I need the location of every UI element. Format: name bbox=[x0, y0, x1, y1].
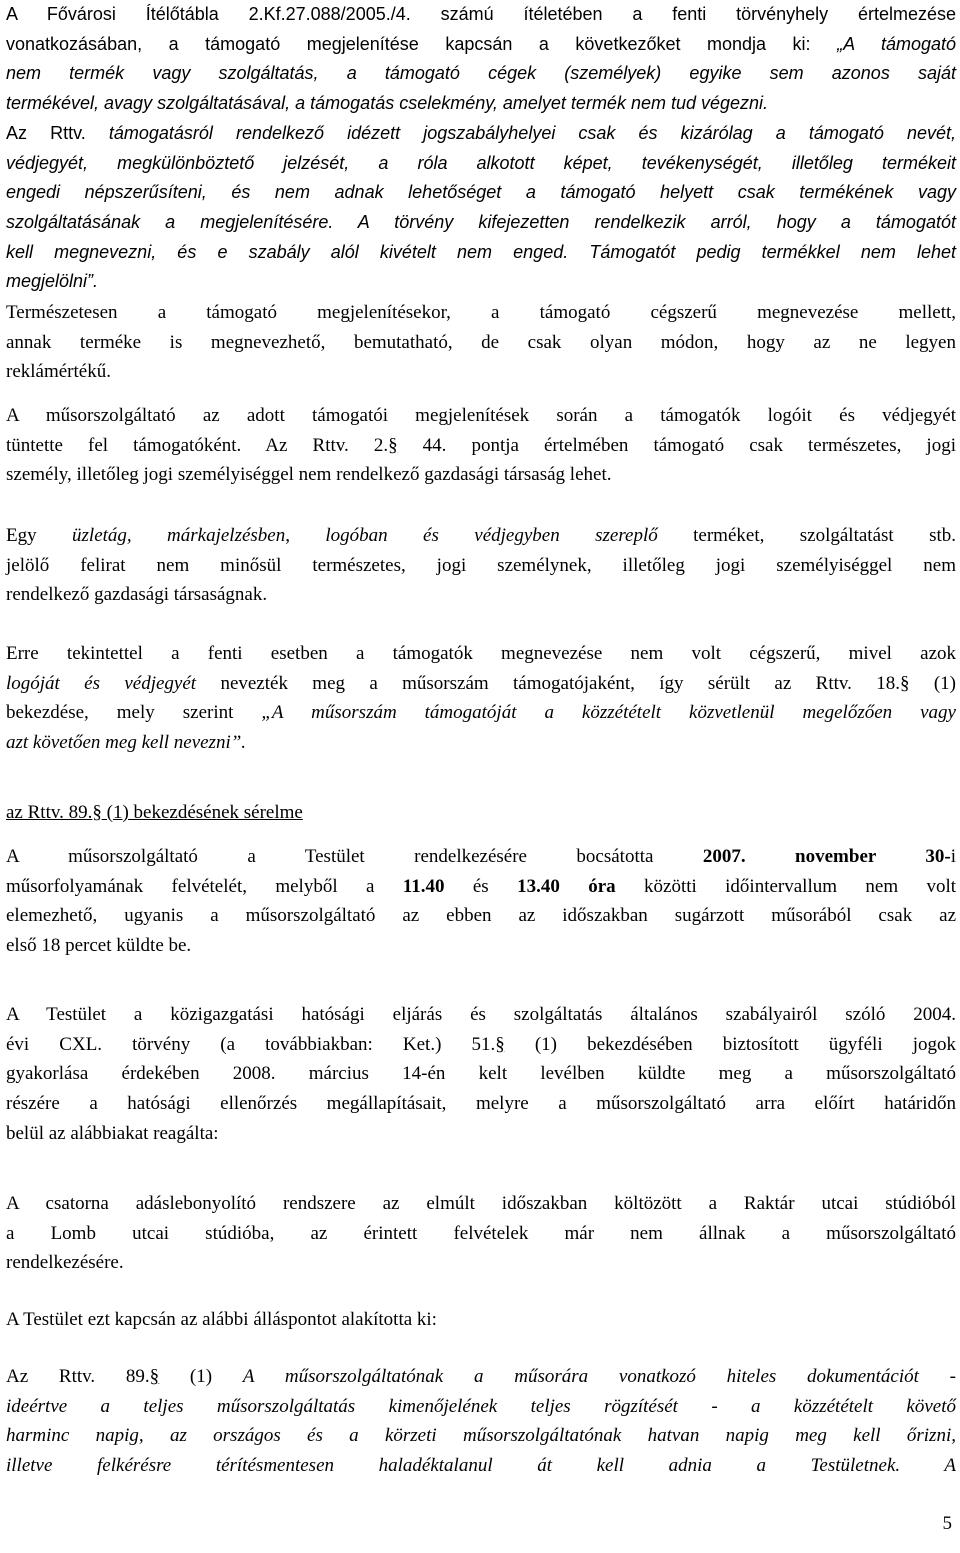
section-sign: § bbox=[92, 802, 102, 823]
text-line: A műsorszolgáltató az adott támogatói megjelenítések során a támogatók logóit és védjegyét bbox=[6, 405, 956, 426]
text-span: számú ítéletében a fenti törvényhely értelmezése bbox=[410, 4, 956, 24]
text-line: ideértve a teljes műsorszolgáltatás kimenőjelének teljes rögzítését - a közzétételt követő bbox=[6, 1395, 956, 1417]
text-line bbox=[6, 238, 956, 268]
text-span: A törvény kifejezetten rendelkezik arról, hogy a támogatót bbox=[333, 211, 956, 232]
section-sign: § bbox=[495, 1033, 505, 1055]
section-heading bbox=[6, 798, 303, 828]
body-paragraph bbox=[6, 1189, 956, 1278]
text-line bbox=[6, 208, 956, 238]
text-span: az Rttv. 89. bbox=[6, 802, 93, 823]
body-paragraph bbox=[6, 842, 956, 961]
text-line: Erre tekintettel a fenti esetben a támogatók megnevezése nem volt cégszerű, mivel azok bbox=[6, 643, 956, 664]
bold-time: 13.40 óra bbox=[517, 875, 616, 897]
page-number: 5 bbox=[942, 1513, 952, 1534]
text-span: (1) bbox=[159, 1366, 243, 1387]
court-reference: A Fővárosi Ítélőtábla 2.Kf.27.088/2005./4. bbox=[6, 4, 411, 24]
text-line: reklámértékű. bbox=[6, 361, 111, 383]
text-line: belül az alábbiakat reagálta: bbox=[6, 1122, 219, 1144]
text-line bbox=[6, 842, 956, 872]
text-span: Egy bbox=[6, 525, 73, 546]
body-paragraph bbox=[6, 401, 956, 490]
text-span: és bbox=[444, 875, 518, 897]
text-span: Az Rttv. 89. bbox=[6, 1366, 150, 1387]
quote-paragraph bbox=[6, 0, 956, 297]
text-span: támogatásról rendelkező idézett jogszabályhelyei csak és kizárólag a támogató nevét, bbox=[85, 122, 956, 143]
text-line bbox=[6, 669, 956, 699]
text-line: részére a hatósági ellenőrzés megállapításait, melyre a műsorszolgáltató arra előírt határidőn bbox=[6, 1093, 956, 1115]
text-span: szolgáltatásának a megjelenítésére. bbox=[6, 211, 334, 232]
text-line: A csatorna adáslebonyolító rendszere az elmúlt időszakban költözött a Raktár utcai stúdióból bbox=[6, 1193, 956, 1214]
text-span: 44. pontja értelmében támogató csak természetes, jogi bbox=[397, 434, 956, 456]
text-span: kell megnevezni, és e szabály alól kivételt nem enged. bbox=[6, 241, 569, 262]
text-line: azt követően meg kell nevezni”. bbox=[6, 732, 247, 754]
text-line: A Testület a közigazgatási hatósági eljárás és szolgáltatás általános szabályairól szóló 2004. bbox=[6, 1004, 956, 1025]
text-line: termékével, avagy szolgáltatásával, a támogatás cselekmény, amelyet termék nem tud végezni. bbox=[6, 93, 769, 114]
body-paragraph bbox=[6, 1362, 956, 1481]
italic-span: logóját és védjegyét bbox=[6, 672, 197, 694]
text-line: harminc napig, az országos és a körzeti műsorszolgáltatónak hatvan napig meg kell őrizni, bbox=[6, 1425, 956, 1447]
text-span: műsorfolyamának felvételét, melyből a bbox=[6, 875, 403, 897]
text-line bbox=[6, 30, 956, 60]
text-span: Támogatót pedig termékkel nem lehet bbox=[568, 241, 956, 262]
body-paragraph bbox=[6, 298, 956, 387]
text-line: rendelkező gazdasági társaságnak. bbox=[6, 584, 268, 606]
text-line: a Lomb utcai stúdióba, az érintett felvételek már nem állnak a műsorszolgáltató bbox=[6, 1222, 956, 1244]
text-line: engedi népszerűsíteni, és nem adnak lehetőséget a támogató helyett csak termékének vagy bbox=[6, 182, 956, 203]
text-span: bekezdése, mely szerint bbox=[6, 702, 262, 724]
text-line bbox=[6, 698, 956, 728]
text-span: (1) bekezdésének sérelme bbox=[101, 802, 303, 823]
text-line: védjegyét, megkülönböztető jelzését, a róla alkotott képet, tevékenységét, illetőleg termékeit bbox=[6, 152, 956, 173]
italic-quote: „A támogató bbox=[837, 33, 956, 54]
text-span: i bbox=[950, 846, 956, 867]
text-line: nem termék vagy szolgáltatás, a támogató cégek (személyek) egyike sem azonos saját bbox=[6, 63, 956, 84]
law-reference: Az Rttv. bbox=[6, 122, 86, 143]
text-line: gyakorlása érdekében 2008. március 14-én kelt levélben küldte meg a műsorszolgáltató bbox=[6, 1063, 956, 1085]
text-span: terméket, szolgáltatást stb. bbox=[657, 525, 956, 546]
body-paragraph bbox=[6, 521, 956, 610]
text-line bbox=[6, 119, 956, 149]
body-paragraph bbox=[6, 1000, 956, 1149]
text-line bbox=[6, 521, 956, 551]
text-line: Természetesen a támogató megjelenítésekor, a támogató cégszerű megnevezése mellett, bbox=[6, 302, 956, 323]
text-line bbox=[6, 431, 956, 461]
text-line bbox=[6, 1362, 956, 1392]
text-span: tüntette fel támogatóként. Az Rttv. 2. bbox=[6, 434, 389, 456]
text-line: illetve felkérésre térítésmentesen haladéktalanul át kell adnia a Testületnek. A bbox=[6, 1455, 956, 1477]
section-sign: § bbox=[388, 434, 398, 456]
italic-span: üzletág, márkajelzésben, logóban és védjegyben szereplő bbox=[72, 525, 658, 546]
text-line: rendelkezésére. bbox=[6, 1252, 124, 1274]
bold-date: 2007. november 30- bbox=[702, 846, 951, 867]
bold-time: 11.40 bbox=[402, 875, 445, 897]
text-line bbox=[6, 0, 956, 30]
text-line: annak terméke is megnevezhető, bemutatható, de csak olyan módon, hogy az ne legyen bbox=[6, 331, 956, 353]
text-line: A Testület ezt kapcsán az alábbi álláspontot alakította ki: bbox=[6, 1309, 437, 1330]
text-line: jelölő felirat nem minősül természetes, jogi személynek, illetőleg jogi személyiséggel nem bbox=[6, 554, 956, 576]
text-span: nevezték meg a műsorszám támogatójaként, így sérült az Rttv. 18. bbox=[196, 672, 900, 694]
text-span: A műsorszolgáltató a Testület rendelkezésére bocsátotta bbox=[6, 846, 703, 867]
section-sign: § bbox=[900, 672, 910, 694]
text-line: első 18 percet küldte be. bbox=[6, 935, 192, 957]
body-paragraph bbox=[6, 639, 956, 758]
text-line bbox=[6, 872, 956, 902]
text-line bbox=[6, 1030, 956, 1060]
italic-quote: „A műsorszám támogatóját a közzétételt közvetlenül megelőzően vagy bbox=[261, 702, 956, 724]
text-span: (1) bekezdésében biztosított ügyféli jogok bbox=[504, 1033, 956, 1055]
text-line: személy, illetőleg jogi személyiséggel nem rendelkező gazdasági társaság lehet. bbox=[6, 464, 612, 486]
text-span: évi CXL. törvény (a továbbiakban: Ket.) 51. bbox=[6, 1033, 496, 1055]
section-sign: § bbox=[149, 1366, 160, 1387]
text-span: (1) bbox=[909, 672, 957, 694]
text-line: megjelölni”. bbox=[6, 271, 99, 292]
text-span: vonatkozásában, a támogató megjelenítése kapcsán a következőket mondja ki: bbox=[6, 33, 838, 54]
body-paragraph bbox=[6, 1305, 956, 1335]
text-span: közötti időintervallum nem volt bbox=[615, 875, 957, 897]
text-line: elemezhető, ugyanis a műsorszolgáltató az ebben az időszakban sugárzott műsorából csak az bbox=[6, 905, 956, 927]
italic-quote: A műsorszolgáltatónak a műsorára vonatkozó hiteles dokumentációt - bbox=[242, 1366, 956, 1387]
